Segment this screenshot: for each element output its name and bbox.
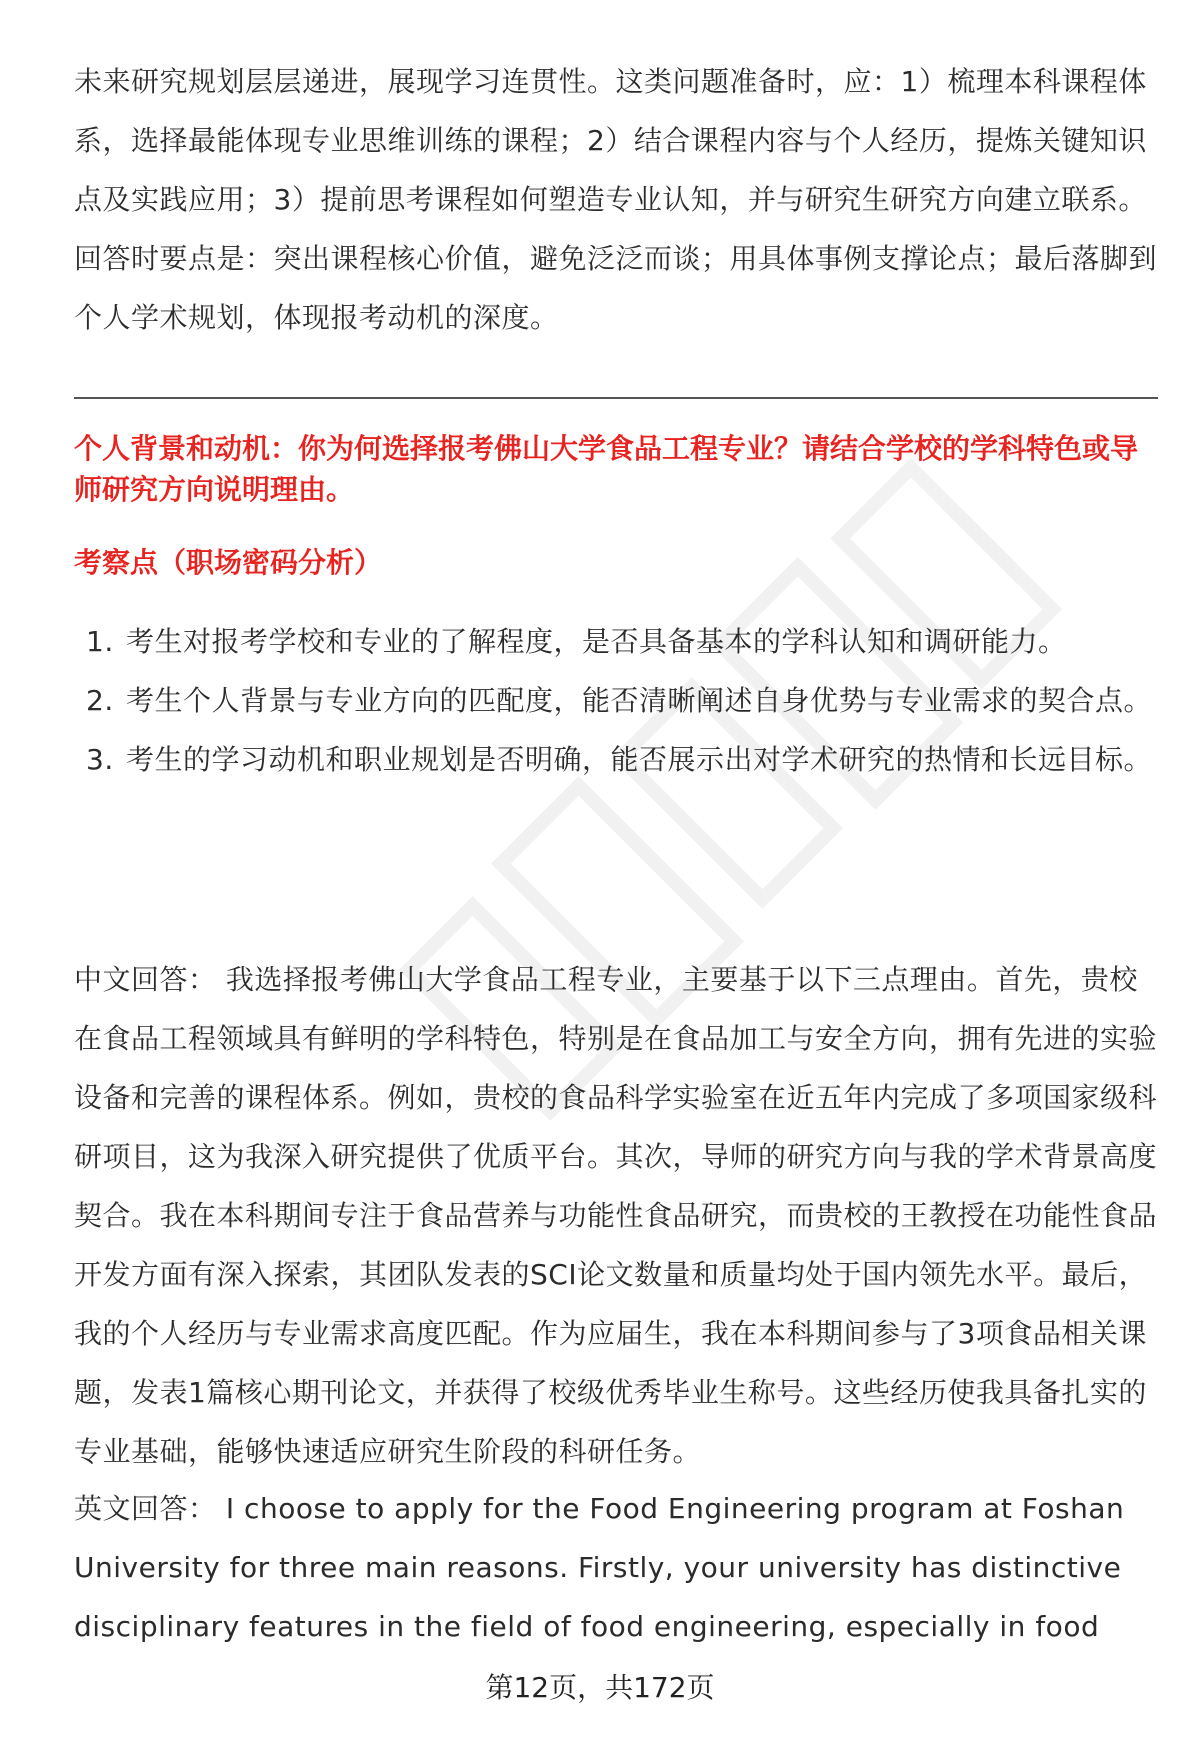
list-item: [74, 730, 1158, 789]
list-item: [74, 612, 1158, 671]
question-heading: 个人背景和动机：你为何选择报考佛山大学食品工程专业？请结合学校的学科特色或导师研究方向说明理由。: [74, 432, 1139, 506]
list-number: 3.: [86, 743, 114, 776]
english-answer: 英文回答： I choose to apply for the Food Engineering program at Foshan University for three main reasons. Firstly, your university has distinctive disciplinary features in the field of food engineering, especially in food: [74, 1492, 1125, 1643]
section-divider: [74, 397, 1158, 399]
list-number: 2.: [86, 684, 114, 717]
points-list: [74, 612, 1158, 789]
list-number: 1.: [86, 625, 114, 658]
section-heading: 考察点（职场密码分析）: [74, 546, 383, 579]
list-item-text: 考生的学习动机和职业规划是否明确，能否展示出对学术研究的热情和长远目标。: [126, 743, 1153, 776]
chinese-answer: 中文回答： 我选择报考佛山大学食品工程专业，主要基于以下三点理由。首先，贵校在食品工程领域具有鲜明的学科特色，特别是在食品加工与安全方向，拥有先进的实验设备和完善的课程体系。例如，贵校的食品科学实验室在近五年内完成了多项国家级科研项目，这为我深入研究提供了优质平台。其次，导师的研究方向与我的学术背景高度契合。我在本科期间专注于食品营养与功能性食品研究，而贵校的王教授在功能性食品开发方面有深入探索，其团队发表的SCI论文数量和质量均处于国内领先水平。最后，我的个人经历与专业需求高度匹配。作为应届生，我在本科期间参与了3项食品相关课题，发表1篇核心期刊论文，并获得了校级优秀毕业生称号。这些经历使我具备扎实的专业基础，能够快速适应研究生阶段的科研任务。: [74, 963, 1158, 1468]
list-item-text: 考生个人背景与专业方向的匹配度，能否清晰阐述自身优势与专业需求的契合点。: [126, 684, 1153, 717]
page-footer: 第12页，共172页: [485, 1671, 715, 1704]
list-item: [74, 671, 1158, 730]
list-item-text: 考生对报考学校和专业的了解程度，是否具备基本的学科认知和调研能力。: [126, 625, 1067, 658]
intro-paragraph: 未来研究规划层层递进，展现学习连贯性。这类问题准备时，应：1）梳理本科课程体系，选择最能体现专业思维训练的课程；2）结合课程内容与个人经历，提炼关键知识点及实践应用；3）提前思考课程如何塑造专业认知，并与研究生研究方向建立联系。回答时要点是：突出课程核心价值，避免泛泛而谈；用具体事例支撑论点；最后落脚到个人学术规划，体现报考动机的深度。: [74, 65, 1158, 334]
document-page: [74, 0, 1158, 1755]
